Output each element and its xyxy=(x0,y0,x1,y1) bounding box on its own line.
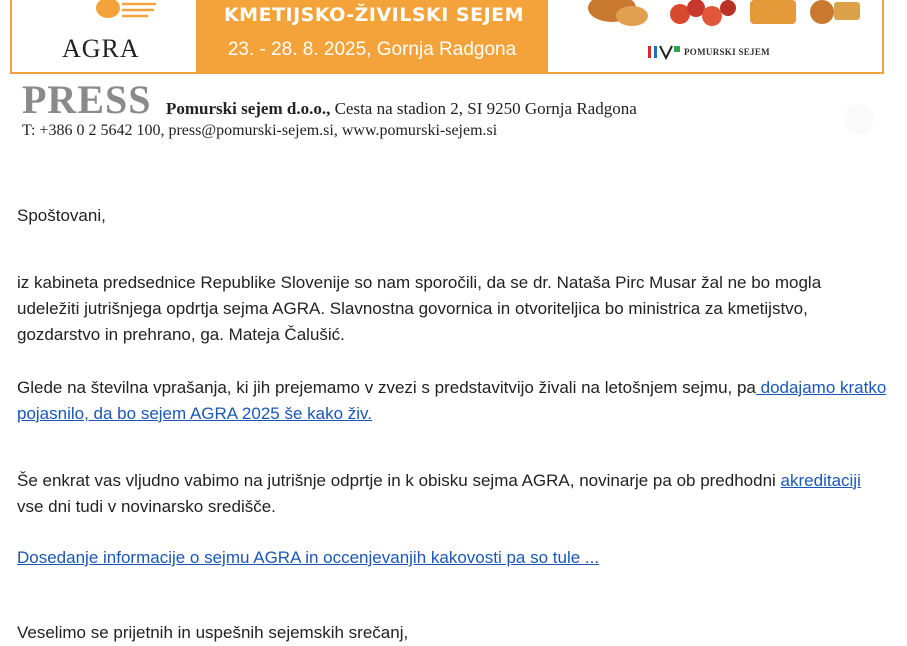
agra-logo-text: AGRA xyxy=(62,34,140,63)
pomurski-sejem-icon xyxy=(648,44,680,60)
pomurski-sejem-text: POMURSKI SEJEM xyxy=(684,47,770,57)
paragraph-invitation-text: Še enkrat vas vljudno vabimo na jutrišnje odprtje in k obisku sejma AGRA, novinarje pa ob predhodni xyxy=(17,471,781,490)
press-contact-line: T: +386 0 2 5642 100, press@pomurski-sejem.si, www.pomurski-sejem.si xyxy=(22,122,498,139)
produce-illustration xyxy=(572,0,872,32)
paragraph-president: iz kabineta predsednice Republike Slovenije so nam sporočili, da se dr. Nataša Pirc Musar žal ne bo mogla udeležiti jutrišnjega opdrtja sejma AGRA. Slavnostna govornica in otvoriteljica bo ministrica za kmetijstvo, gozdarstvo in prehrano, ga. Mateja Čalušić. xyxy=(17,273,822,344)
greeting: Spoštovani, xyxy=(17,206,106,225)
company-address: Cesta na stadion 2, SI 9250 Gornja Radgona xyxy=(330,99,637,118)
paragraph-info xyxy=(17,545,887,571)
closing-line: Veselimo se prijetnih in uspešnih sejemskih srečanj, xyxy=(17,623,409,642)
press-company-line xyxy=(166,99,637,119)
explanation-link[interactable]: dodajamo kratko pojasnilo, da bo sejem AGRA 2025 še kako živ. xyxy=(17,378,887,423)
agra-logo xyxy=(12,0,194,74)
press-header xyxy=(22,77,702,146)
paragraph-invitation-tail: vse dni tudi v novinarsko središče. xyxy=(17,497,276,516)
fair-dates: 23. - 28. 8. 2025, Gornja Radgona xyxy=(227,39,517,60)
paragraph-invitation xyxy=(17,468,887,520)
wheat-icon xyxy=(88,0,158,24)
fair-info-box xyxy=(196,0,548,74)
press-title: PRESS xyxy=(22,77,152,122)
pomurski-sejem-logo xyxy=(648,44,770,60)
fair-title: KMETIJSKO-ŽIVILSKI SEJEM xyxy=(223,4,525,26)
company-name: Pomurski sejem d.o.o., xyxy=(166,99,331,118)
accreditation-link[interactable]: akreditaciji xyxy=(780,471,861,490)
paragraph-animals xyxy=(17,375,887,427)
event-banner[interactable] xyxy=(10,0,884,74)
paragraph-animals-text: Glede na številna vprašanja, ki jih prejemamo v zvezi s predstavitvijo živali na letošnjem sejmu, pa xyxy=(17,378,756,397)
previous-info-link[interactable]: Dosedanje informacije o sejmu AGRA in occenjevanjih kakovosti pa so tule ... xyxy=(17,548,600,567)
faint-circle-button[interactable] xyxy=(844,104,874,134)
